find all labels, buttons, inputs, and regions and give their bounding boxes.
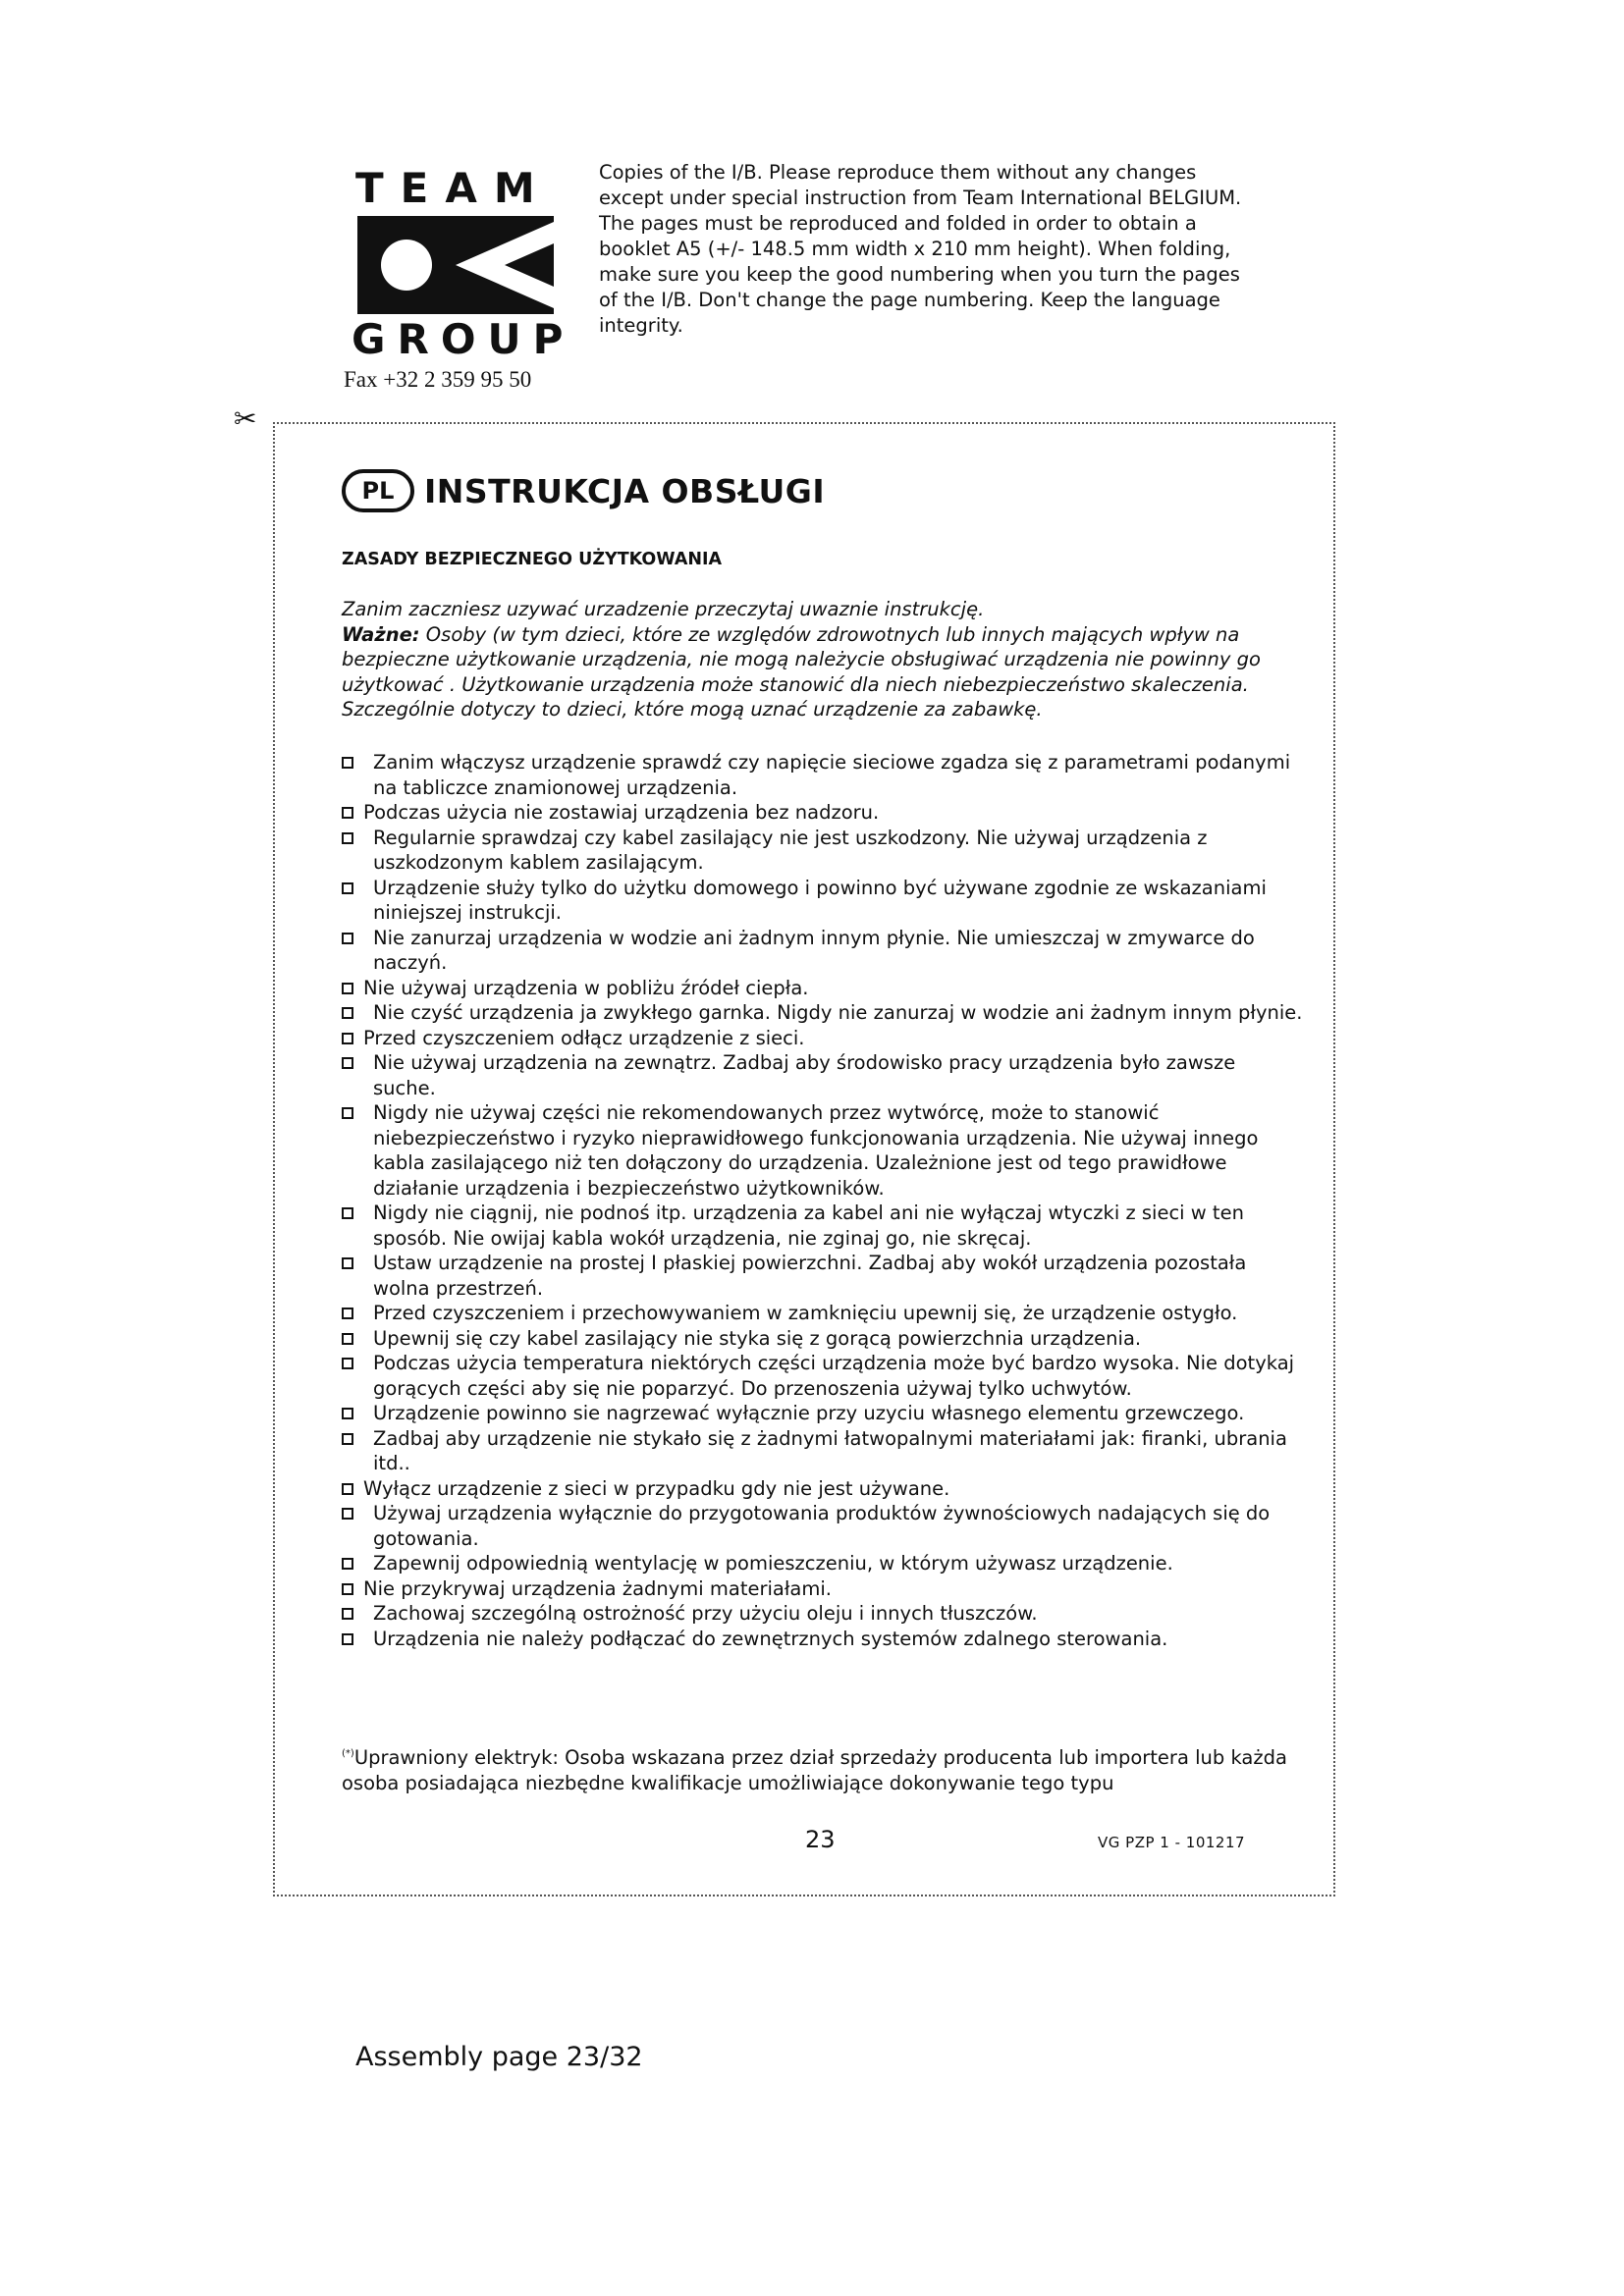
safety-list xyxy=(342,750,1304,1651)
checkbox-icon xyxy=(342,983,353,994)
checkbox-icon xyxy=(342,882,353,894)
list-item xyxy=(342,1301,1304,1326)
list-item-text: Nie używaj urządzenia w pobliżu źródeł ciepła. xyxy=(363,976,809,999)
list-item xyxy=(342,1050,1304,1100)
list-item-text: Urządzenie powinno sie nagrzewać wyłącznie przy uzyciu własnego elementu grzewczego. xyxy=(373,1402,1245,1424)
list-item-text: Nie czyść urządzenia ja zwykłego garnka. Nigdy nie zanurzaj w wodzie ani żadnym innym płynie. xyxy=(373,1001,1303,1024)
list-item-text: Zanim włączysz urządzenie sprawdź czy napięcie sieciowe zgadza się z parametrami podanymi na tabliczce znamionowej urządzenia. xyxy=(373,751,1291,799)
list-item-text: Zapewnij odpowiednią wentylację w pomieszczeniu, w którym używasz urządzenie. xyxy=(373,1552,1173,1575)
list-item-text: Nigdy nie używaj części nie rekomendowanych przez wytwórcę, może to stanowić niebezpieczeństwo i ryzyko nieprawidłowego funkcjonowania urządzenia. Nie używaj innego kabla zasilającego niż ten dołączony do urządzenia. Uzależnione jest od tego prawidłowe działanie urządzenia i bezpieczeństwo użytkowników. xyxy=(373,1101,1259,1200)
list-item-text: Podczas użycia nie zostawiaj urządzenia bez nadzoru. xyxy=(363,801,880,824)
scissors-icon: ✂ xyxy=(234,402,257,435)
footnote-text: Uprawniony elektryk: Osoba wskazana przez dział sprzedaży producenta lub importera lub każda osoba posiadająca niezbędne kwalifikacje umożliwiające dokonywanie tego typu xyxy=(342,1746,1287,1794)
logo-word-team: TEAM xyxy=(355,164,552,212)
list-item xyxy=(342,1326,1304,1352)
list-item xyxy=(342,1426,1304,1476)
list-item-text: Regularnie sprawdzaj czy kabel zasilający nie jest uszkodzony. Nie używaj urządzenia z uszkodzonym kablem zasilającym. xyxy=(373,826,1208,874)
list-item xyxy=(342,1601,1304,1627)
list-item xyxy=(342,1201,1304,1251)
checkbox-icon xyxy=(342,933,353,944)
checkbox-icon xyxy=(342,1633,353,1645)
checkbox-icon xyxy=(342,1558,353,1570)
checkbox-icon xyxy=(342,1608,353,1620)
list-item xyxy=(342,1576,1304,1602)
list-item xyxy=(342,1401,1304,1426)
checkbox-icon xyxy=(342,1408,353,1419)
copies-instruction-note xyxy=(599,160,1291,339)
copies-note-line: except under special instruction from Team International BELGIUM. xyxy=(599,187,1242,209)
list-item-text: Nie zanurzaj urządzenia w wodzie ani żadnym innym płynie. Nie umieszczaj w zmywarce do naczyń. xyxy=(373,926,1255,974)
copies-note-line: booklet A5 (+/- 148.5 mm width x 210 mm height). When folding, xyxy=(599,238,1231,260)
list-item-text: Nie przykrywaj urządzenia żadnymi materiałami. xyxy=(363,1576,832,1600)
list-item xyxy=(342,1351,1304,1401)
list-item xyxy=(342,750,1304,800)
list-item xyxy=(342,876,1304,926)
checkbox-icon xyxy=(342,1333,353,1345)
list-item xyxy=(342,1501,1304,1551)
list-item xyxy=(342,800,1304,826)
checkbox-icon xyxy=(342,1358,353,1369)
checkbox-icon xyxy=(342,1007,353,1019)
footnote-mark: (*) xyxy=(342,1748,354,1759)
assembly-page-label: Assembly page 23/32 xyxy=(355,2042,643,2072)
important-text: Osoby (w tym dzieci, które ze względów zdrowotnych lub innych mających wpływ na bezpieczne użytkowanie urządzenia, nie mogą należycie obsługiwać urządzenia nie powinny go użytkować . Użytkowanie urządzenia może stanowić dla niech niebezpieczeństwo skaleczenia. Szczególnie dotyczy to dzieci, które mogą uznać urządzenie za zabawkę. xyxy=(342,622,1261,721)
list-item-text: Nie używaj urządzenia na zewnątrz. Zadbaj aby środowisko pracy urządzenia było zawsze suche. xyxy=(373,1051,1236,1099)
intro-line: Zanim zaczniesz uzywać urzadzenie przeczytaj uwaznie instrukcję. xyxy=(342,598,985,620)
copies-note-line: of the I/B. Don't change the page numbering. Keep the language xyxy=(599,289,1220,311)
list-item-text: Podczas użycia temperatura niektórych części urządzenia może być bardzo wysoka. Nie dotykaj gorących części aby się nie poparzyć. Do przenoszenia używaj tylko uchwytów. xyxy=(373,1352,1295,1400)
list-item xyxy=(342,1251,1304,1301)
list-item xyxy=(342,976,1304,1001)
list-item-text: Przed czyszczeniem odłącz urządzenie z sieci. xyxy=(363,1026,805,1049)
checkbox-icon xyxy=(342,1508,353,1520)
list-item-text: Zadbaj aby urządzenie nie stykało się z żadnymi łatwopalnymi materiałami jak: firanki, ubrania itd.. xyxy=(373,1426,1287,1474)
list-item xyxy=(342,1100,1304,1201)
list-item xyxy=(342,1026,1304,1051)
checkbox-icon xyxy=(342,1033,353,1044)
copies-note-line: Copies of the I/B. Please reproduce them without any changes xyxy=(599,161,1197,184)
checkbox-icon xyxy=(342,832,353,844)
page-number: 23 xyxy=(805,1826,836,1853)
list-item-text: Przed czyszczeniem i przechowywaniem w zamknięciu upewnij się, że urządzenie ostygło. xyxy=(373,1302,1238,1324)
list-item-text: Nigdy nie ciągnij, nie podnoś itp. urządzenia za kabel ani nie wyłączaj wtyczki z sieci w ten sposób. Nie owijaj kabla wokół urządzenia, nie zginaj go, nie skręcaj. xyxy=(373,1201,1244,1250)
list-item xyxy=(342,1627,1304,1652)
intro-paragraph xyxy=(342,597,1299,722)
checkbox-icon xyxy=(342,807,353,819)
copies-note-line: make sure you keep the good numbering when you turn the pages xyxy=(599,263,1240,286)
list-item-text: Wyłącz urządzenie z sieci w przypadku gdy nie jest używane. xyxy=(363,1476,950,1500)
list-item xyxy=(342,826,1304,876)
section-heading: ZASADY BEZPIECZNEGO UŻYTKOWANIA xyxy=(342,550,723,569)
important-label: Ważne: xyxy=(342,622,420,646)
manual-title xyxy=(342,469,825,512)
list-item-text: Upewnij się czy kabel zasilający nie styka się z gorącą powierzchnia urządzenia. xyxy=(373,1326,1142,1350)
copies-note-line: integrity. xyxy=(599,314,683,337)
checkbox-icon xyxy=(342,1057,353,1069)
checkbox-icon xyxy=(342,1207,353,1219)
footnote xyxy=(342,1741,1294,1795)
checkbox-icon xyxy=(342,1483,353,1495)
document-code: VG PZP 1 - 101217 xyxy=(1098,1834,1246,1851)
list-item xyxy=(342,1476,1304,1502)
language-badge: PL xyxy=(342,469,414,512)
logo-word-group: GROUP xyxy=(352,315,575,363)
checkbox-icon xyxy=(342,1257,353,1269)
intro-important xyxy=(342,622,1299,722)
checkbox-icon xyxy=(342,1583,353,1595)
list-item xyxy=(342,1000,1304,1026)
list-item-text: Ustaw urządzenie na prostej I płaskiej powierzchni. Zadbaj aby wokół urządzenia pozostała wolna przestrzeń. xyxy=(373,1252,1247,1300)
logo-mark-icon xyxy=(357,216,554,314)
checkbox-icon xyxy=(342,1433,353,1445)
list-item-text: Używaj urządzenia wyłącznie do przygotowania produktów żywnościowych nadających się do gotowania. xyxy=(373,1502,1271,1550)
list-item-text: Urządzenie służy tylko do użytku domowego i powinno być używane zgodnie ze wskazaniami niniejszej instrukcji. xyxy=(373,876,1267,924)
checkbox-icon xyxy=(342,757,353,769)
list-item-text: Zachowaj szczególną ostrożność przy użyciu oleju i innych tłuszczów. xyxy=(373,1602,1038,1625)
list-item xyxy=(342,1551,1304,1576)
copies-note-line: The pages must be reproduced and folded in order to obtain a xyxy=(599,212,1197,235)
checkbox-icon xyxy=(342,1107,353,1119)
list-item-text: Urządzenia nie należy podłączać do zewnętrznych systemów zdalnego sterowania. xyxy=(373,1627,1168,1650)
team-group-logo xyxy=(344,164,575,393)
fax-number: Fax +32 2 359 95 50 xyxy=(344,367,532,392)
list-item xyxy=(342,926,1304,976)
checkbox-icon xyxy=(342,1308,353,1319)
page-title: INSTRUKCJA OBSŁUGI xyxy=(424,471,826,510)
